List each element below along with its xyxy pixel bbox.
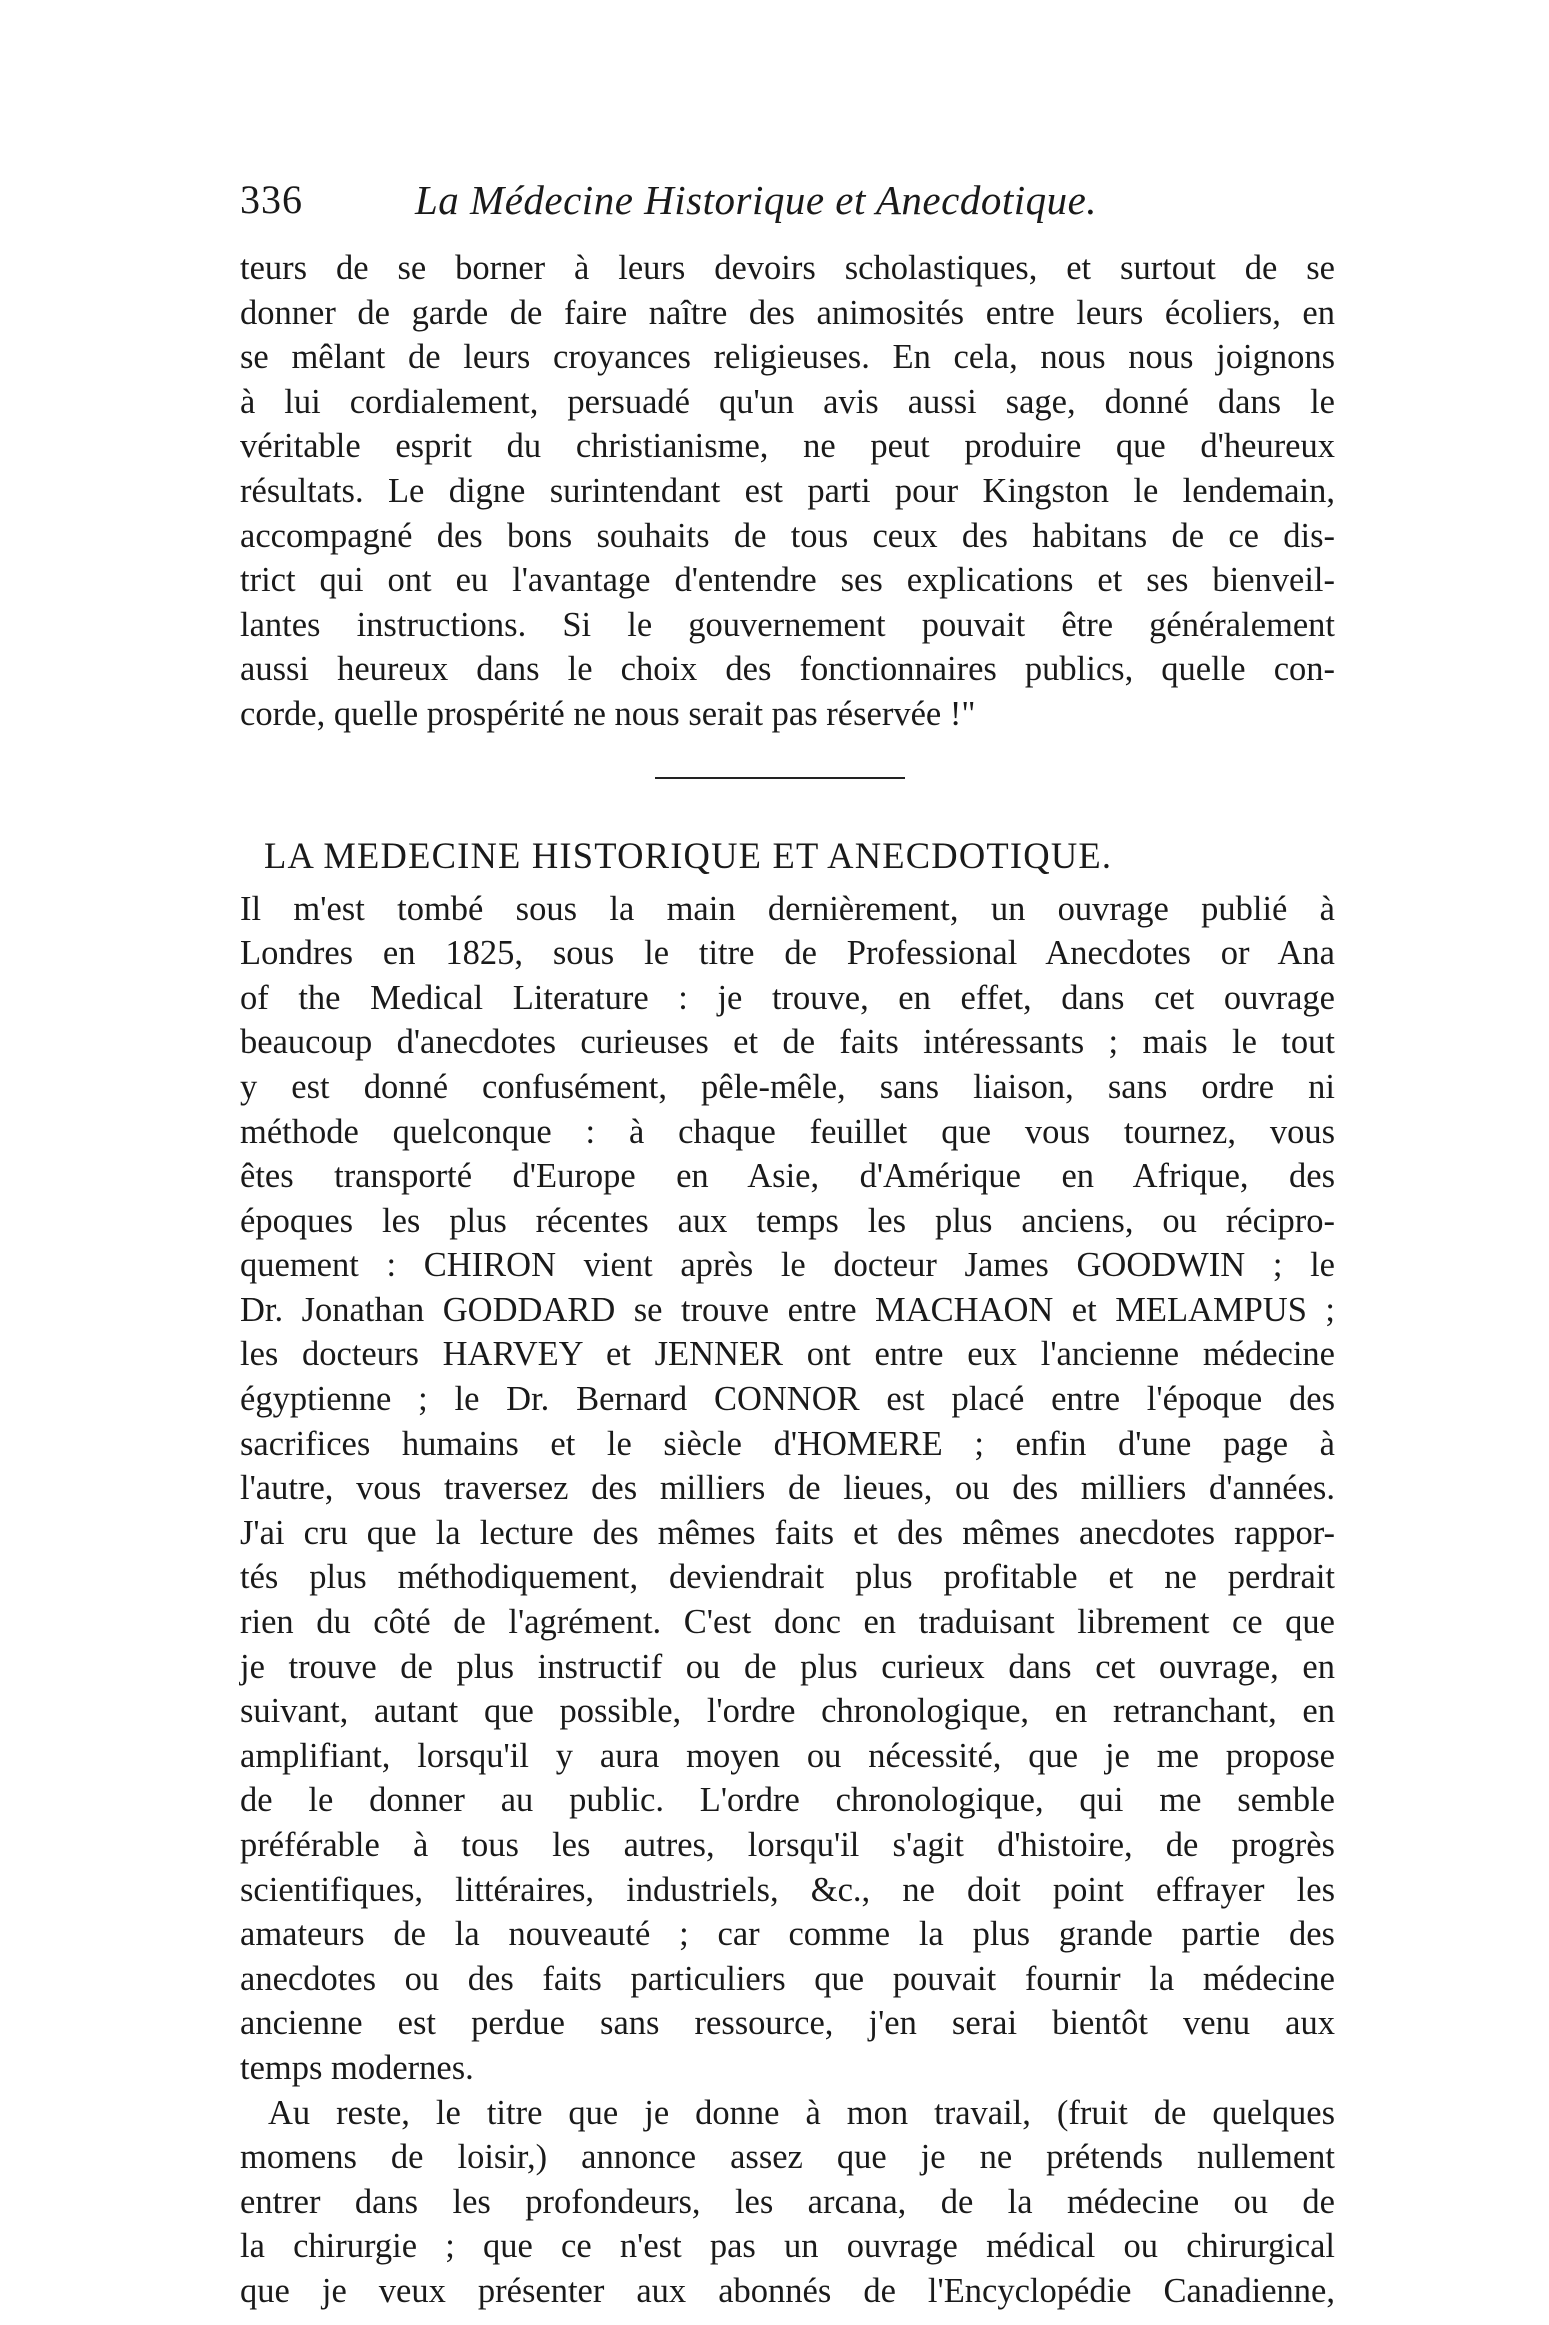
text-line: anecdotes ou des faits particuliers que pouvait fournir la médecine	[240, 1959, 1335, 1998]
section-heading: LA MEDECINE HISTORIQUE ET ANECDOTIQUE.	[264, 834, 1113, 876]
text-line: entrer dans les profondeurs, les arcana, de la médecine ou de	[240, 2182, 1335, 2221]
text-line: Il m'est tombé sous la main dernièrement, un ouvrage publié à	[240, 889, 1335, 928]
text-line: résultats. Le digne surintendant est parti pour Kingston le lendemain,	[240, 471, 1335, 510]
text-line: je trouve de plus instructif ou de plus curieux dans cet ouvrage, en	[240, 1647, 1335, 1686]
text-line: rien du côté de l'agrément. C'est donc en traduisant librement ce que	[240, 1603, 1335, 1642]
text-line: les docteurs HARVEY et JENNER ont entre eux l'ancienne médecine	[240, 1335, 1335, 1374]
text-line: véritable esprit du christianisme, ne peut produire que d'heureux	[240, 427, 1335, 466]
text-line: Dr. Jonathan GODDARD se trouve entre MACHAON et MELAMPUS ;	[240, 1290, 1335, 1329]
section-divider	[655, 777, 905, 779]
text-line: donner de garde de faire naître des animosités entre leurs écoliers, en	[240, 293, 1335, 332]
text-line: que je veux présenter aux abonnés de l'Encyclopédie Canadienne,	[240, 2271, 1335, 2310]
text-line: sacrifices humains et le siècle d'HOMERE ; enfin d'une page à	[240, 1424, 1335, 1463]
text-line: quement : CHIRON vient après le docteur James GOODWIN ; le	[240, 1246, 1335, 1285]
text-line: se mêlant de leurs croyances religieuses. En cela, nous nous joignons	[240, 338, 1335, 377]
text-line: tés plus méthodiquement, deviendrait plus profitable et ne perdrait	[240, 1558, 1335, 1597]
text-line: scientifiques, littéraires, industriels, &c., ne doit point effrayer les	[240, 1870, 1335, 1909]
text-line: amplifiant, lorsqu'il y aura moyen ou nécessité, que je me propose	[240, 1736, 1335, 1775]
page-number: 336	[240, 177, 303, 222]
text-line: beaucoup d'anecdotes curieuses et de faits intéressants ; mais le tout	[240, 1023, 1335, 1062]
text-line: temps modernes.	[240, 2048, 474, 2087]
text-line: J'ai cru que la lecture des mêmes faits et des mêmes anecdotes rappor-	[240, 1513, 1335, 1552]
book-page	[240, 160, 1335, 2314]
text-line: suivant, autant que possible, l'ordre chronologique, en retranchant, en	[240, 1692, 1335, 1731]
paragraph-title-explanation	[240, 2091, 1335, 2314]
text-line: Londres en 1825, sous le titre de Professional Anecdotes or Ana	[240, 934, 1335, 973]
running-head	[240, 160, 1335, 246]
text-line: trict qui ont eu l'avantage d'entendre ses explications et ses bienveil-	[240, 561, 1335, 600]
text-line: accompagné des bons souhaits de tous ceux des habitans de ce dis-	[240, 516, 1335, 555]
text-line: y est donné confusément, pêle-mêle, sans liaison, sans ordre ni	[240, 1067, 1335, 1106]
text-line: méthode quelconque : à chaque feuillet que vous tournez, vous	[240, 1112, 1335, 1151]
text-line: Au reste, le titre que je donne à mon travail, (fruit de quelques	[268, 2093, 1335, 2132]
running-title: La Médecine Historique et Anecdotique.	[415, 177, 1098, 223]
text-line: l'autre, vous traversez des milliers de lieues, ou des milliers d'années.	[240, 1469, 1335, 1508]
text-line: of the Medical Literature : je trouve, en effet, dans cet ouvrage	[240, 978, 1335, 1017]
text-line: amateurs de la nouveauté ; car comme la plus grande partie des	[240, 1915, 1335, 1954]
text-line: époques les plus récentes aux temps les plus anciens, ou récipro-	[240, 1201, 1335, 1240]
paragraph-closing-quote	[240, 246, 1335, 737]
text-line: la chirurgie ; que ce n'est pas un ouvrage médical ou chirurgical	[240, 2227, 1335, 2266]
text-line: êtes transporté d'Europe en Asie, d'Amérique en Afrique, des	[240, 1157, 1335, 1196]
text-line: lantes instructions. Si le gouvernement pouvait être généralement	[240, 605, 1335, 644]
text-line: de le donner au public. L'ordre chronologique, qui me semble	[240, 1781, 1335, 1820]
text-line: teurs de se borner à leurs devoirs scholastiques, et surtout de se	[240, 249, 1335, 287]
paragraph-introduction	[240, 887, 1335, 2091]
text-line: à lui cordialement, persuadé qu'un avis aussi sage, donné dans le	[240, 382, 1335, 421]
text-line: corde, quelle prospérité ne nous serait pas réservée !"	[240, 694, 976, 733]
text-line: momens de loisir,) annonce assez que je ne prétends nullement	[240, 2138, 1335, 2177]
text-line: ancienne est perdue sans ressource, j'en serai bientôt venu aux	[240, 2004, 1335, 2043]
text-line: aussi heureux dans le choix des fonctionnaires publics, quelle con-	[240, 650, 1335, 689]
text-line: préférable à tous les autres, lorsqu'il s'agit d'histoire, de progrès	[240, 1826, 1335, 1864]
text-line: égyptienne ; le Dr. Bernard CONNOR est placé entre l'époque des	[240, 1380, 1335, 1419]
